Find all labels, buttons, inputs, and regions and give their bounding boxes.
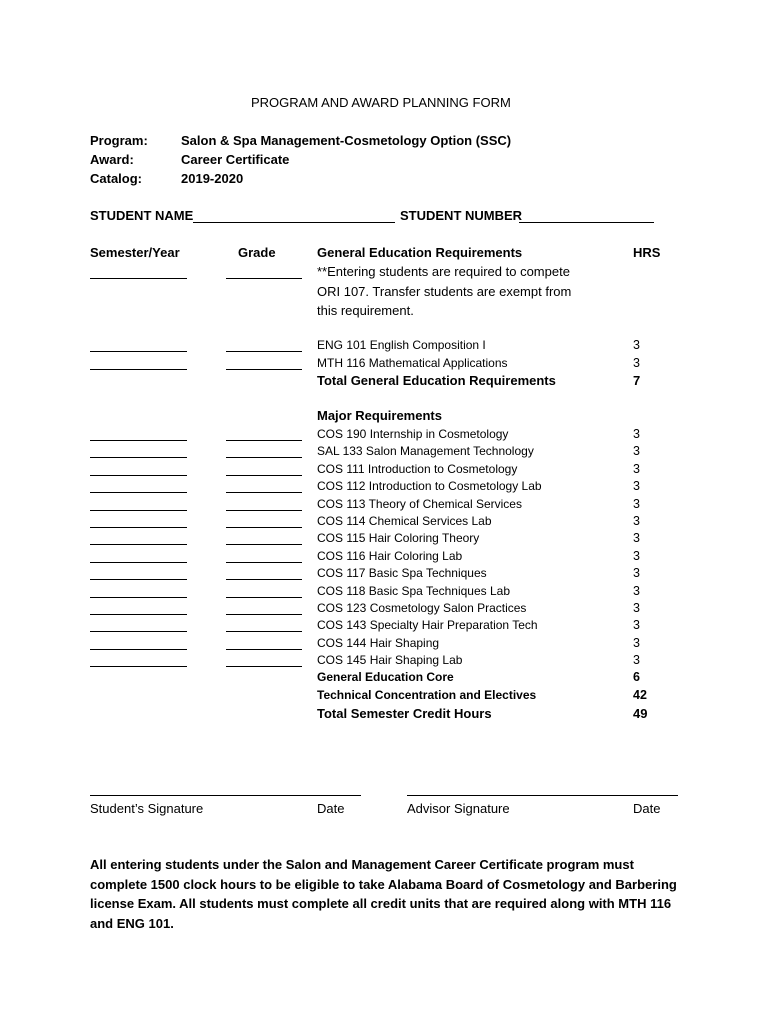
course-name: COS 145 Hair Shaping Lab [317,653,463,668]
grade-field[interactable] [226,562,302,563]
grade-field[interactable] [226,614,302,615]
grade-field[interactable] [226,475,302,476]
course-hours: 3 [633,601,640,615]
semester-year-header: Semester/Year [90,245,180,260]
catalog-value: 2019-2020 [181,171,244,186]
semester-year-field[interactable] [90,666,187,667]
advisor-signature-label: Advisor Signature [407,801,510,816]
course-name: COS 114 Chemical Services Lab [317,514,492,528]
semester-year-field[interactable] [90,544,187,545]
course-row [0,462,770,479]
program-label: Program: [90,133,148,148]
grade-field[interactable] [226,649,302,650]
course-hours: 3 [633,444,640,459]
course-row [0,636,770,653]
grade-field[interactable] [226,510,302,511]
semester-year-field[interactable] [90,614,187,615]
course-name: COS 111 Introduction to Cosmetology [317,461,518,476]
grade-field[interactable] [226,492,302,493]
grade-field[interactable] [226,544,302,545]
course-hours: 3 [633,355,640,370]
course-name: COS 117 Basic Spa Techniques [317,566,487,581]
semester-year-field[interactable] [90,369,187,370]
grade-field[interactable] [226,351,302,352]
award-value: Career Certificate [181,152,290,167]
grade-field[interactable] [226,597,302,598]
course-name: COS 118 Basic Spa Techniques Lab [317,583,511,598]
course-hours: 3 [633,514,640,528]
semester-year-field[interactable] [90,440,187,441]
course-name: ENG 101 English Composition I [317,338,486,352]
hrs-header: HRS [633,245,661,260]
course-name: SAL 133 Salon Management Technology [317,444,534,459]
semester-year-field[interactable] [90,492,187,493]
semester-year-field[interactable] [90,649,187,650]
course-row [0,584,770,601]
course-hours: 3 [633,461,640,476]
course-name: COS 116 Hair Coloring Lab [317,548,463,563]
semester-year-field[interactable] [90,475,187,476]
course-row [0,601,770,618]
advisor-date-label: Date [633,801,661,816]
student-number-label: STUDENT NUMBER [400,208,523,223]
course-hours: 3 [633,338,640,352]
course-row [0,618,770,635]
grade-field[interactable] [226,527,302,528]
student-name-field[interactable] [193,222,395,223]
student-number-field[interactable] [519,222,654,223]
course-name: COS 144 Hair Shaping [317,635,440,650]
semester-year-field[interactable] [90,562,187,563]
course-row [0,479,770,496]
course-row [0,566,770,583]
form-title: PROGRAM AND AWARD PLANNING FORM [251,95,511,110]
grade-field[interactable] [226,278,302,279]
course-hours: 3 [633,496,640,511]
summary-technical-label: Technical Concentration and Electives [317,688,537,702]
major-heading: Major Requirements [317,408,442,423]
grade-field[interactable] [226,440,302,441]
course-hours: 3 [633,635,640,650]
advisor-signature-line[interactable] [407,795,678,796]
course-name: COS 112 Introduction to Cosmetology Lab [317,479,542,494]
semester-year-field[interactable] [90,510,187,511]
course-name: COS 123 Cosmetology Salon Practices [317,601,527,615]
course-hours: 3 [633,618,640,633]
award-label: Award: [90,152,134,167]
student-signature-label: Student’s Signature [90,801,204,816]
course-hours: 3 [633,548,640,563]
grade-field[interactable] [226,579,302,580]
semester-year-field[interactable] [90,351,187,352]
grade-header: Grade [238,245,276,260]
program-value: Salon & Spa Management-Cosmetology Option (SSC) [181,133,512,148]
gen-ed-header: General Education Requirements [317,245,523,260]
course-row [0,338,770,355]
student-name-label: STUDENT NAME [90,208,194,223]
gen-ed-note: **Entering students are required to compete ORI 107. Transfer students are exempt from this requirement. [317,264,572,318]
course-row [0,531,770,548]
course-name: COS 115 Hair Coloring Theory [317,531,480,546]
course-row [0,497,770,514]
semester-year-field[interactable] [90,278,187,279]
semester-year-field[interactable] [90,631,187,632]
total-credit-hrs: 49 [633,706,648,721]
student-date-label: Date [317,801,345,816]
course-hours: 3 [633,653,640,668]
course-hours: 3 [633,583,640,598]
gen-ed-total-label: Total General Education Requirements [317,373,556,388]
grade-field[interactable] [226,631,302,632]
footer-note: All entering students under the Salon and Management Career Certificate program must complete 1500 clock hours to be eligible to take Alabama Board of Cosmetology and Barbering license Exam. All students must complete all credit units that are required along with MTH 116 and ENG 101. [90,857,677,931]
semester-year-field[interactable] [90,597,187,598]
course-row [0,653,770,670]
course-row [0,427,770,444]
course-row [0,356,770,373]
semester-year-field[interactable] [90,457,187,458]
summary-gen-ed-label: General Education Core [317,670,454,684]
grade-field[interactable] [226,457,302,458]
student-signature-line[interactable] [90,795,361,796]
semester-year-field[interactable] [90,527,187,528]
course-name: COS 143 Specialty Hair Preparation Tech [317,618,538,633]
course-hours: 3 [633,566,640,581]
course-row [0,549,770,566]
summary-gen-ed-hrs: 6 [633,670,640,684]
course-name: COS 113 Theory of Chemical Services [317,496,522,511]
summary-technical-hrs: 42 [633,688,647,702]
grade-field[interactable] [226,369,302,370]
total-credit-label: Total Semester Credit Hours [317,706,492,721]
course-hours: 3 [633,531,640,546]
catalog-label: Catalog: [90,171,142,186]
course-hours: 3 [633,427,640,441]
course-row [0,444,770,461]
course-name: MTH 116 Mathematical Applications [317,355,508,370]
course-name: COS 190 Internship in Cosmetology [317,427,509,441]
semester-year-field[interactable] [90,579,187,580]
course-row [0,514,770,531]
grade-field[interactable] [226,666,302,667]
gen-ed-total-hrs: 7 [633,373,641,388]
course-hours: 3 [633,479,640,494]
